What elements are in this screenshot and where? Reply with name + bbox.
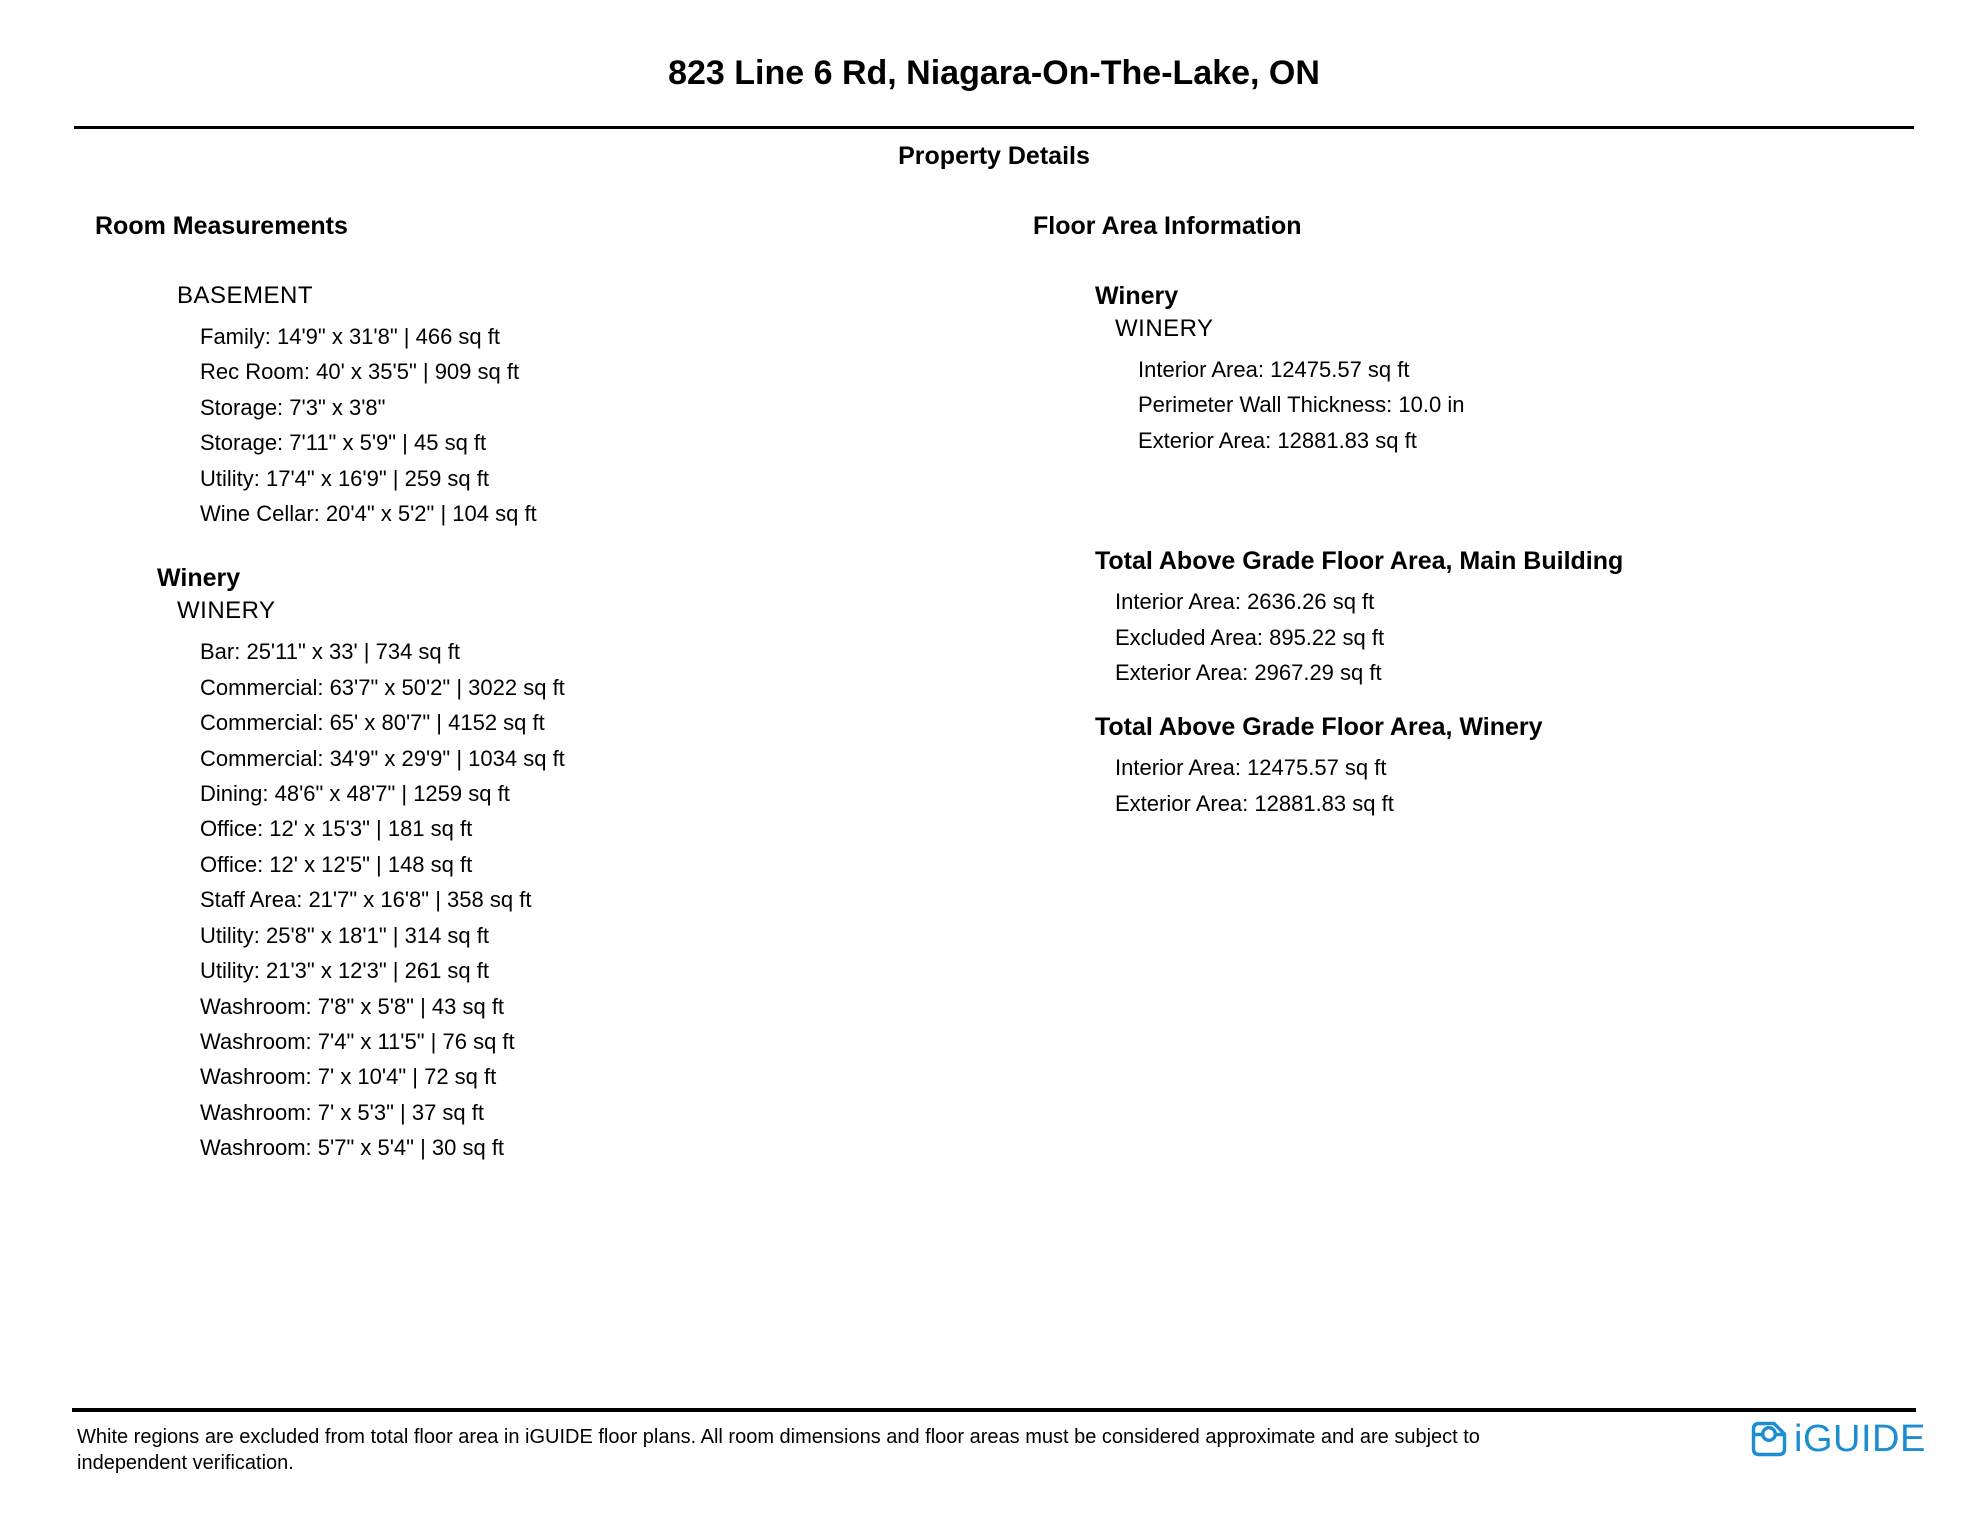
room-measurement-item: Dining: 48'6" x 48'7" | 1259 sq ft	[200, 781, 510, 807]
room-measurements-column	[95, 211, 565, 1166]
floor-area-fact: Exterior Area: 12881.83 sq ft	[1115, 790, 1394, 816]
building-label-winery-areas: Winery	[1095, 282, 1179, 310]
footer-divider	[72, 1408, 1916, 1412]
winery-room-list	[200, 634, 565, 1165]
iguide-logo	[1750, 1419, 1926, 1459]
room-measurement-item: Utility: 25'8" x 18'1" | 314 sq ft	[200, 922, 489, 948]
room-measurement-item: Bar: 25'11" x 33' | 734 sq ft	[200, 639, 461, 665]
total-main-building-section	[1033, 546, 1623, 690]
room-measurement-item: Storage: 7'11" x 5'9" | 45 sq ft	[200, 430, 487, 456]
room-measurement-item: Storage: 7'3" x 3'8"	[200, 394, 386, 420]
room-measurement-item: Utility: 17'4" x 16'9" | 259 sq ft	[200, 465, 489, 491]
building-label-winery: Winery	[157, 564, 241, 593]
floor-area-fact: Interior Area: 12475.57 sq ft	[1138, 357, 1410, 382]
total-main-building-heading: Total Above Grade Floor Area, Main Building	[1095, 547, 1624, 576]
room-measurements-heading: Room Measurements	[95, 212, 348, 240]
room-measurement-item: Washroom: 7'8" x 5'8" | 43 sq ft	[200, 993, 505, 1019]
room-measurement-item: Utility: 21'3" x 12'3" | 261 sq ft	[200, 958, 489, 984]
floor-area-fact: Exterior Area: 2967.29 sq ft	[1115, 660, 1382, 686]
camera-lens-circle	[1763, 1428, 1776, 1441]
iguide-camera-icon	[1750, 1420, 1788, 1458]
room-measurement-item: Washroom: 5'7" x 5'4" | 30 sq ft	[200, 1135, 505, 1161]
room-measurement-item: Office: 12' x 15'3" | 181 sq ft	[200, 816, 473, 842]
room-measurement-item: Staff Area: 21'7" x 16'8" | 358 sq ft	[200, 887, 532, 913]
total-winery-fact-list	[1115, 750, 1623, 821]
floor-area-fact: Interior Area: 2636.26 sq ft	[1115, 589, 1375, 615]
total-winery-section	[1033, 712, 1623, 821]
room-measurement-item: Washroom: 7' x 10'4" | 72 sq ft	[200, 1064, 497, 1090]
floor-area-fact: Exterior Area: 12881.83 sq ft	[1138, 427, 1417, 453]
floor-label-basement: BASEMENT	[177, 282, 314, 309]
page-subtitle: Property Details	[898, 142, 1090, 170]
floor-label-winery: WINERY	[177, 597, 276, 625]
room-measurement-item: Commercial: 65' x 80'7" | 4152 sq ft	[200, 710, 545, 736]
room-measurement-item: Family: 14'9" x 31'8" | 466 sq ft	[200, 324, 500, 349]
floor-label-winery-areas: WINERY	[1115, 315, 1214, 342]
iguide-logo-text: iGUIDE	[1794, 1418, 1926, 1460]
room-measurement-item: Washroom: 7'4" x 11'5" | 76 sq ft	[200, 1028, 515, 1054]
floor-area-column	[1033, 211, 1623, 821]
winery-fact-list	[1138, 352, 1623, 458]
page-title: 823 Line 6 Rd, Niagara-On-The-Lake, ON	[668, 54, 1320, 92]
room-measurement-item: Washroom: 7' x 5'3" | 37 sq ft	[200, 1099, 485, 1125]
floor-area-fact: Interior Area: 12475.57 sq ft	[1115, 755, 1387, 781]
room-measurement-item: Wine Cellar: 20'4" x 5'2" | 104 sq ft	[200, 501, 537, 527]
header-divider	[74, 126, 1914, 129]
footer-disclaimer: White regions are excluded from total floor area in iGUIDE floor plans. All room dimensions and floor areas must be considered approximate and are subject to independent verification.	[77, 1426, 1480, 1474]
winery-floor-area-section	[1033, 281, 1623, 458]
room-measurement-item: Rec Room: 40' x 35'5" | 909 sq ft	[200, 359, 520, 385]
total-winery-heading: Total Above Grade Floor Area, Winery	[1095, 713, 1543, 742]
basement-floor-section	[95, 281, 565, 531]
floor-area-fact: Perimeter Wall Thickness: 10.0 in	[1138, 392, 1465, 418]
room-measurement-item: Office: 12' x 12'5" | 148 sq ft	[200, 851, 473, 877]
winery-rooms-section	[95, 563, 565, 1165]
room-measurement-item: Commercial: 34'9" x 29'9" | 1034 sq ft	[200, 745, 565, 771]
total-main-fact-list	[1115, 584, 1623, 690]
floor-area-heading: Floor Area Information	[1033, 212, 1302, 240]
basement-room-list	[200, 319, 565, 531]
room-measurement-item: Commercial: 63'7" x 50'2" | 3022 sq ft	[200, 674, 565, 700]
floor-area-fact: Excluded Area: 895.22 sq ft	[1115, 624, 1385, 650]
